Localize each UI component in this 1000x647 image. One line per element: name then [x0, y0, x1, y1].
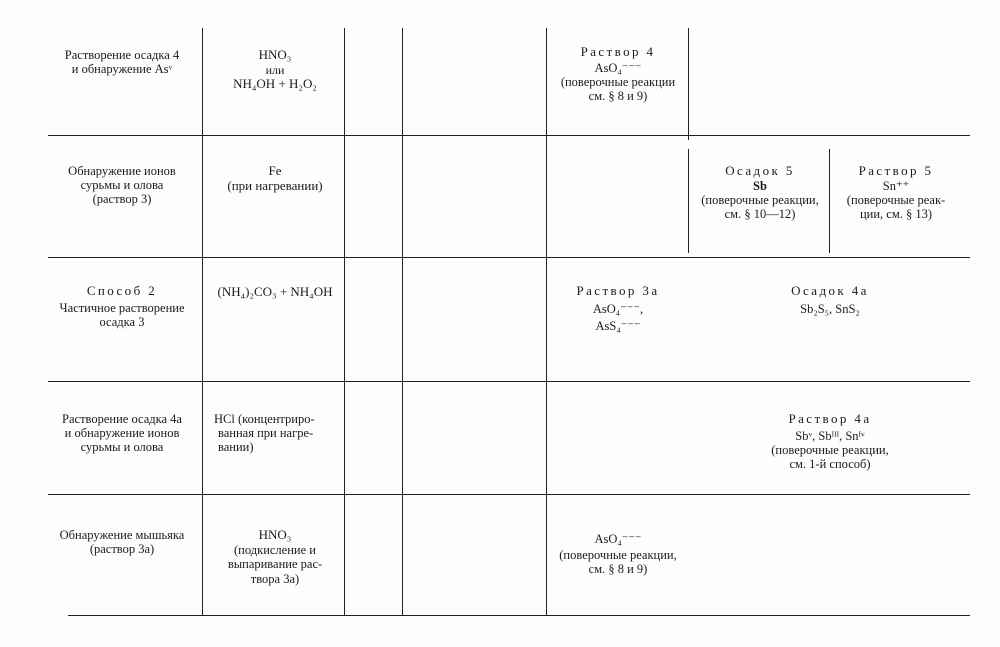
solution-line: см. § 8 и 9) — [588, 89, 648, 103]
operation-line: (раствор 3а) — [89, 542, 155, 556]
solution-line: см. 1-й способ) — [789, 457, 871, 471]
solution-title: Раствор 3а — [576, 283, 660, 298]
reagent-line: HCl (концентриро- — [214, 412, 315, 426]
reagent-line: (подкисление и — [234, 542, 316, 557]
operation-cell — [40, 284, 204, 329]
operation-line: и обнаружение ионов — [64, 426, 180, 440]
reagent-cell — [206, 528, 344, 586]
reagent-line: HNO₃ — [258, 527, 292, 542]
precipitate-title: Осадок 5 — [725, 163, 795, 178]
solution-line: AsO₄⁻⁻⁻ — [594, 61, 642, 75]
column-divider — [688, 28, 689, 140]
solution-line: AsS₄⁻⁻⁻ — [595, 319, 641, 333]
reagent-cell — [206, 164, 344, 193]
solution-line: (поверочные реакции, — [771, 443, 889, 457]
reagent-line: (NH₄)₂CO₃ + NH₄OH — [217, 284, 333, 299]
row-divider — [48, 381, 970, 382]
reagent-line: HNO₃ — [258, 47, 292, 62]
solution-cell — [548, 532, 688, 576]
solution-title: Раствор 5 — [858, 163, 934, 178]
reagent-line: (при нагревании) — [227, 177, 323, 193]
solution-line: (поверочные реакции — [560, 75, 676, 89]
column-divider — [402, 28, 403, 615]
row-divider — [48, 494, 970, 495]
reagent-line: Fe — [268, 163, 282, 178]
precipitate-line: Sb₂S₅, SnS₂ — [800, 302, 860, 316]
solution-line: Sn⁺⁺ — [882, 179, 910, 193]
solution-line: см. § 8 и 9) — [588, 562, 648, 576]
solution-cell — [548, 284, 688, 333]
reagent-cell — [206, 412, 344, 454]
precipitate-cell — [700, 284, 960, 316]
operation-line: сурьмы и олова — [80, 440, 164, 454]
operation-line: осадка 3 — [99, 315, 145, 329]
solution-cell — [831, 164, 961, 221]
column-divider — [688, 149, 689, 253]
reagent-line: вании) — [218, 440, 254, 454]
reagent-line: твора 3а) — [250, 571, 300, 586]
operation-line: и обнаружение Asᵛ — [71, 62, 173, 76]
solution-line: (поверочные реак- — [846, 193, 946, 207]
reagent-line: выпаривание рас- — [227, 557, 323, 571]
precipitate-line: Sb — [753, 179, 767, 193]
method-title: Способ 2 — [86, 283, 158, 298]
reagent-line: NH₄OH + H₂O₂ — [233, 76, 317, 91]
operation-line: сурьмы и олова — [80, 178, 164, 192]
solution-line: AsO₄⁻⁻⁻, — [592, 302, 644, 316]
operation-line: (раствор 3) — [92, 192, 152, 206]
reagent-line: или — [265, 62, 285, 77]
row-divider — [48, 257, 970, 258]
operation-line: Обнаружение ионов — [68, 164, 176, 178]
operation-cell — [40, 412, 204, 454]
column-divider — [546, 28, 547, 615]
solution-title: Раствор 4 — [580, 44, 656, 59]
precipitate-line: см. § 10—12) — [724, 207, 796, 221]
column-divider — [344, 28, 345, 615]
precipitate-line: (поверочные реакции, — [701, 193, 819, 207]
precipitate-title: Осадок 4а — [791, 283, 869, 298]
table-bottom-rule — [68, 615, 970, 616]
reagent-cell — [206, 285, 344, 300]
precipitate-cell — [690, 164, 830, 221]
solution-line: AsO₄⁻⁻⁻ — [594, 532, 642, 546]
operation-cell — [40, 164, 204, 206]
operation-cell — [40, 528, 204, 556]
operation-cell — [40, 48, 204, 76]
solution-line: (поверочные реакции, — [559, 548, 677, 562]
solution-cell — [700, 412, 960, 471]
solution-cell — [548, 45, 688, 103]
operation-line: Частичное растворение — [59, 301, 185, 315]
solution-line: ции, см. § 13) — [859, 207, 933, 221]
operation-line: Растворение осадка 4а — [62, 412, 182, 426]
solution-line: Sbᵛ, Sbᴵᴵᴵ, Snᴵᵛ — [795, 429, 865, 443]
reagent-cell — [206, 48, 344, 92]
row-divider — [48, 135, 970, 136]
operation-line: Обнаружение мышьяка — [59, 528, 185, 542]
operation-line: Растворение осадка 4 — [64, 48, 180, 62]
solution-title: Раствор 4а — [788, 411, 872, 426]
reagent-line: ванная при нагре- — [218, 426, 314, 440]
